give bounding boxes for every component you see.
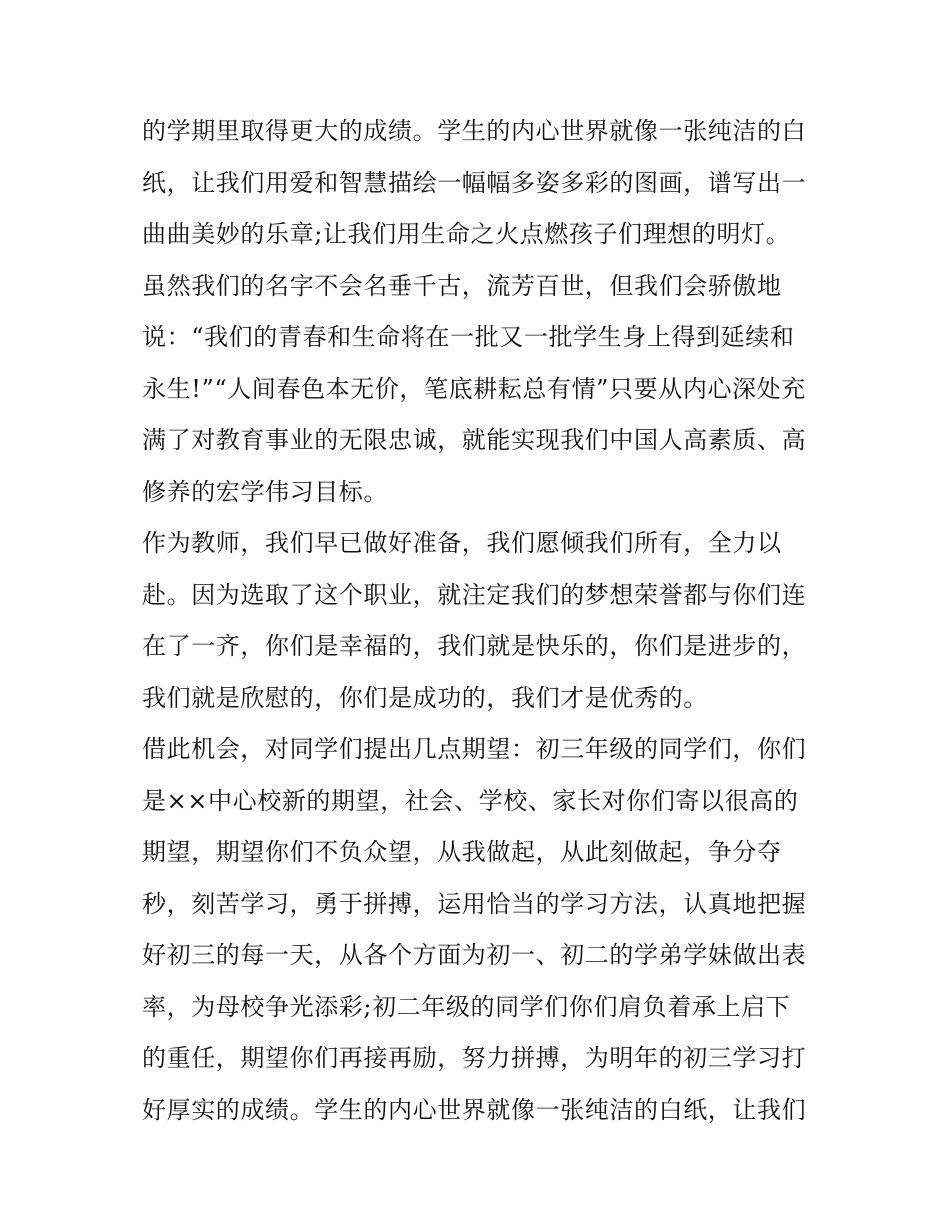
text-line: 我们就是欣慰的，你们是成功的，我们才是优秀的。 (142, 683, 708, 712)
text-line: 赴。因为选取了这个职业，就注定我们的梦想荣誉都与你们连 (142, 580, 807, 609)
text-line: 满了对教育事业的无限忠诚，就能实现我们中国人高素质、高 (142, 426, 807, 454)
text-line: 修养的宏学伟习目标。 (142, 477, 388, 506)
text-line: 期望，期望你们不负众望，从我做起，从此刻做起，争分夺 (142, 838, 782, 866)
text-line: 的学期里取得更大的成绩。学生的内心世界就像一张纯洁的白 (142, 117, 807, 145)
text-line: 说：“我们的青春和生命将在一批又一批学生身上得到延续和 (142, 323, 795, 351)
text-line: 好厚实的成绩。学生的内心世界就像一张纯洁的白纸，让我们 (142, 1095, 807, 1124)
text-line: 借此机会，对同学们提出几点期望：初三年级的同学们，你们 (142, 735, 807, 763)
text-line: 虽然我们的名字不会名垂千古，流芳百世，但我们会骄傲地 (142, 271, 782, 300)
text-line: 作为教师，我们早已做好准备，我们愿倾我们所有，全力以 (142, 529, 782, 557)
text-line: 在了一齐，你们是幸福的，我们就是快乐的，你们是进步的， (142, 632, 807, 660)
text-line: 的重任，期望你们再接再励，努力拼搏，为明年的初三学习打 (142, 1044, 807, 1072)
text-line: 曲曲美妙的乐章;让我们用生命之火点燃孩子们理想的明灯。 (142, 220, 791, 248)
text-line: 是××中心校新的期望，社会、学校、家长对你们寄以很高的 (142, 786, 799, 815)
text-line: 好初三的每一天，从各个方面为初一、初二的学弟学妹做出表 (142, 941, 807, 969)
text-line: 永生!”“人间春色本无价，笔底耕耘总有情”只要从内心深处充 (142, 374, 806, 403)
text-line: 秒，刻苦学习，勇于拼搏，运用恰当的学习方法，认真地把握 (142, 889, 807, 918)
text-line: 纸，让我们用爱和智慧描绘一幅幅多姿多彩的图画，谱写出一 (142, 168, 807, 197)
document-body (142, 106, 822, 1136)
text-line: 率，为母校争光添彩;初二年级的同学们你们肩负着承上启下 (142, 992, 791, 1021)
